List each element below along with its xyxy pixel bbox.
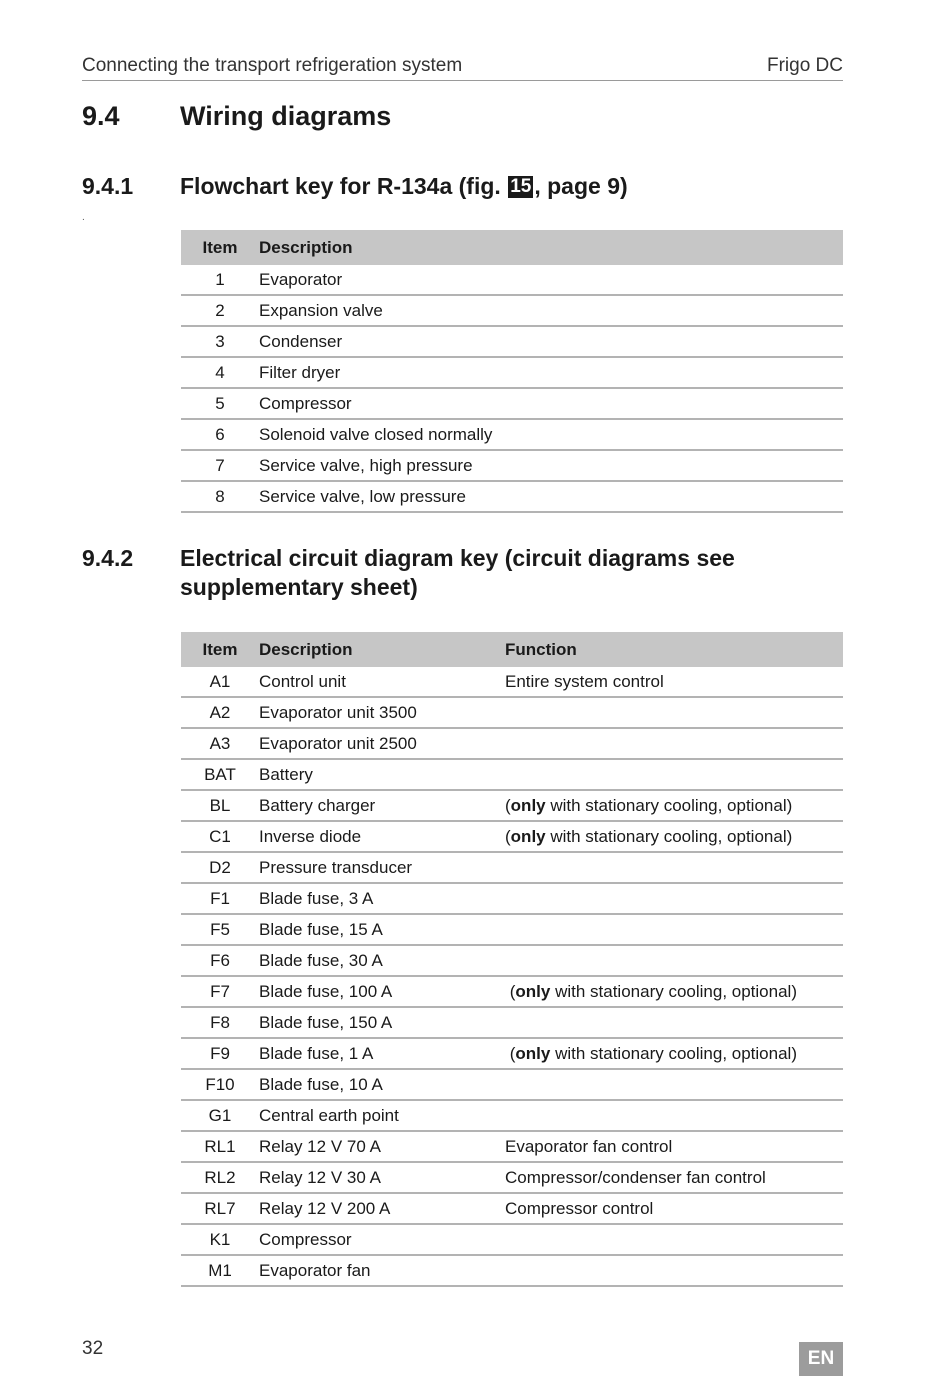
circuit-key-number: 9.4.2 — [82, 545, 134, 571]
note-mark: . — [82, 212, 85, 223]
table-row — [181, 821, 843, 852]
table-row — [181, 790, 843, 821]
table-row — [181, 1069, 843, 1100]
function-text-start: ( — [505, 826, 511, 846]
row-description: Central earth point — [259, 1100, 505, 1131]
table-row — [181, 450, 843, 481]
row-item-code: F9 — [181, 1038, 259, 1069]
header-section-title: Connecting the transport refrigeration system — [82, 55, 463, 76]
function-text-start: Compressor control — [505, 1198, 654, 1218]
row-description: Service valve, high pressure — [259, 450, 843, 481]
function-text-start: Entire system control — [505, 671, 664, 691]
row-description: Blade fuse, 100 A — [259, 976, 505, 1007]
table-row — [181, 976, 843, 1007]
row-function — [505, 1007, 843, 1038]
row-item-code: F5 — [181, 914, 259, 945]
page-header — [82, 54, 843, 81]
header-product-name: Frigo DC — [766, 55, 843, 76]
table-row — [181, 1131, 843, 1162]
row-description: Blade fuse, 1 A — [259, 1038, 505, 1069]
column-header-description: Description — [259, 230, 843, 265]
function-text-start: ( — [505, 795, 511, 815]
flowchart-key-title-start: Flowchart key for R-134a (fig. — [180, 173, 508, 199]
row-description: Blade fuse, 150 A — [259, 1007, 505, 1038]
function-text-start: ( — [505, 981, 516, 1001]
row-item-code: BL — [181, 790, 259, 821]
function-text-end: with stationary cooling, optional) — [550, 981, 797, 1001]
row-item-number: 3 — [181, 326, 259, 357]
row-item-code: F6 — [181, 945, 259, 976]
row-function — [505, 1193, 843, 1224]
row-item-code: K1 — [181, 1224, 259, 1255]
row-item-number: 8 — [181, 481, 259, 512]
row-item-code: BAT — [181, 759, 259, 790]
row-item-code: A3 — [181, 728, 259, 759]
row-description: Blade fuse, 15 A — [259, 914, 505, 945]
function-text-end: with stationary cooling, optional) — [545, 795, 793, 815]
function-emphasis: only — [510, 826, 546, 846]
row-function — [505, 852, 843, 883]
section-title: Wiring diagrams — [180, 101, 392, 131]
table-row — [181, 1162, 843, 1193]
row-item-code: A2 — [181, 697, 259, 728]
table-row — [181, 1224, 843, 1255]
circuit-key-table — [181, 632, 843, 1287]
table-row — [181, 852, 843, 883]
row-description: Solenoid valve closed normally — [259, 419, 843, 450]
row-description: Relay 12 V 30 A — [259, 1162, 505, 1193]
table-row — [181, 728, 843, 759]
row-description: Battery charger — [259, 790, 505, 821]
row-description: Pressure transducer — [259, 852, 505, 883]
row-item-code: RL7 — [181, 1193, 259, 1224]
row-description: Blade fuse, 30 A — [259, 945, 505, 976]
row-item-number: 7 — [181, 450, 259, 481]
row-function — [505, 790, 843, 821]
function-emphasis: only — [515, 981, 551, 1001]
table-row — [181, 697, 843, 728]
row-function — [505, 1162, 843, 1193]
table-row — [181, 759, 843, 790]
row-item-code: M1 — [181, 1255, 259, 1286]
function-text-start: ( — [505, 1043, 516, 1063]
table-row — [181, 914, 843, 945]
row-function — [505, 1038, 843, 1069]
function-emphasis: only — [510, 795, 546, 815]
row-function — [505, 1224, 843, 1255]
page-number: 32 — [82, 1338, 104, 1359]
row-item-number: 6 — [181, 419, 259, 450]
language-badge: EN — [799, 1342, 843, 1376]
row-item-code: RL1 — [181, 1131, 259, 1162]
row-description: Compressor — [259, 1224, 505, 1255]
row-description: Relay 12 V 200 A — [259, 1193, 505, 1224]
row-description: Evaporator unit 2500 — [259, 728, 505, 759]
function-text-start: Evaporator fan control — [505, 1136, 673, 1156]
row-description: Evaporator — [259, 265, 843, 295]
row-item-code: G1 — [181, 1100, 259, 1131]
table-row — [181, 1193, 843, 1224]
row-description: Blade fuse, 3 A — [259, 883, 505, 914]
row-item-number: 2 — [181, 295, 259, 326]
row-function — [505, 1131, 843, 1162]
circuit-key-title — [180, 544, 735, 602]
row-description: Compressor — [259, 388, 843, 419]
row-function — [505, 667, 843, 697]
row-item-number: 4 — [181, 357, 259, 388]
row-description: Evaporator fan — [259, 1255, 505, 1286]
table-row — [181, 265, 843, 295]
table-row — [181, 357, 843, 388]
table-row — [181, 419, 843, 450]
flowchart-key-title-end: , page 9) — [534, 173, 628, 199]
function-emphasis: only — [515, 1043, 551, 1063]
row-function — [505, 821, 843, 852]
row-item-number: 5 — [181, 388, 259, 419]
row-function — [505, 914, 843, 945]
section-number: 9.4 — [82, 101, 120, 131]
table-row — [181, 326, 843, 357]
table-row — [181, 1038, 843, 1069]
column-header-function: Function — [505, 632, 843, 667]
column-header-item: Item — [181, 230, 259, 265]
flowchart-key-number: 9.4.1 — [82, 173, 134, 199]
table-row — [181, 945, 843, 976]
row-item-code: A1 — [181, 667, 259, 697]
circuit-key-title-line2: supplementary sheet) — [180, 574, 418, 600]
row-description: Expansion valve — [259, 295, 843, 326]
function-text-end: with stationary cooling, optional) — [550, 1043, 797, 1063]
table-row — [181, 295, 843, 326]
row-function — [505, 1069, 843, 1100]
row-function — [505, 945, 843, 976]
flowchart-key-title — [180, 172, 628, 201]
table-row — [181, 883, 843, 914]
row-description: Control unit — [259, 667, 505, 697]
row-function — [505, 759, 843, 790]
table-header-row — [181, 632, 843, 667]
row-function — [505, 728, 843, 759]
row-item-code: F1 — [181, 883, 259, 914]
row-description: Service valve, low pressure — [259, 481, 843, 512]
row-item-code: D2 — [181, 852, 259, 883]
row-item-code: F10 — [181, 1069, 259, 1100]
row-item-code: F8 — [181, 1007, 259, 1038]
table-row — [181, 481, 843, 512]
circuit-key-title-line1: Electrical circuit diagram key (circuit diagrams see — [180, 545, 735, 571]
table-row — [181, 388, 843, 419]
row-description: Relay 12 V 70 A — [259, 1131, 505, 1162]
row-item-code: RL2 — [181, 1162, 259, 1193]
row-function — [505, 697, 843, 728]
table-row — [181, 1007, 843, 1038]
table-row — [181, 1255, 843, 1286]
row-description: Evaporator unit 3500 — [259, 697, 505, 728]
row-function — [505, 976, 843, 1007]
column-header-item: Item — [181, 632, 259, 667]
table-header-row — [181, 230, 843, 265]
row-function — [505, 1255, 843, 1286]
row-function — [505, 883, 843, 914]
column-header-description: Description — [259, 632, 505, 667]
row-item-number: 1 — [181, 265, 259, 295]
function-text-end: with stationary cooling, optional) — [545, 826, 793, 846]
row-description: Blade fuse, 10 A — [259, 1069, 505, 1100]
function-text-start: Compressor/condenser fan control — [505, 1167, 766, 1187]
row-description: Condenser — [259, 326, 843, 357]
row-item-code: F7 — [181, 976, 259, 1007]
row-description: Inverse diode — [259, 821, 505, 852]
table-row — [181, 667, 843, 697]
table-row — [181, 1100, 843, 1131]
figure-reference-badge: 15 — [510, 176, 532, 197]
row-description: Filter dryer — [259, 357, 843, 388]
flowchart-key-table — [181, 230, 843, 513]
row-description: Battery — [259, 759, 505, 790]
row-item-code: C1 — [181, 821, 259, 852]
row-function — [505, 1100, 843, 1131]
